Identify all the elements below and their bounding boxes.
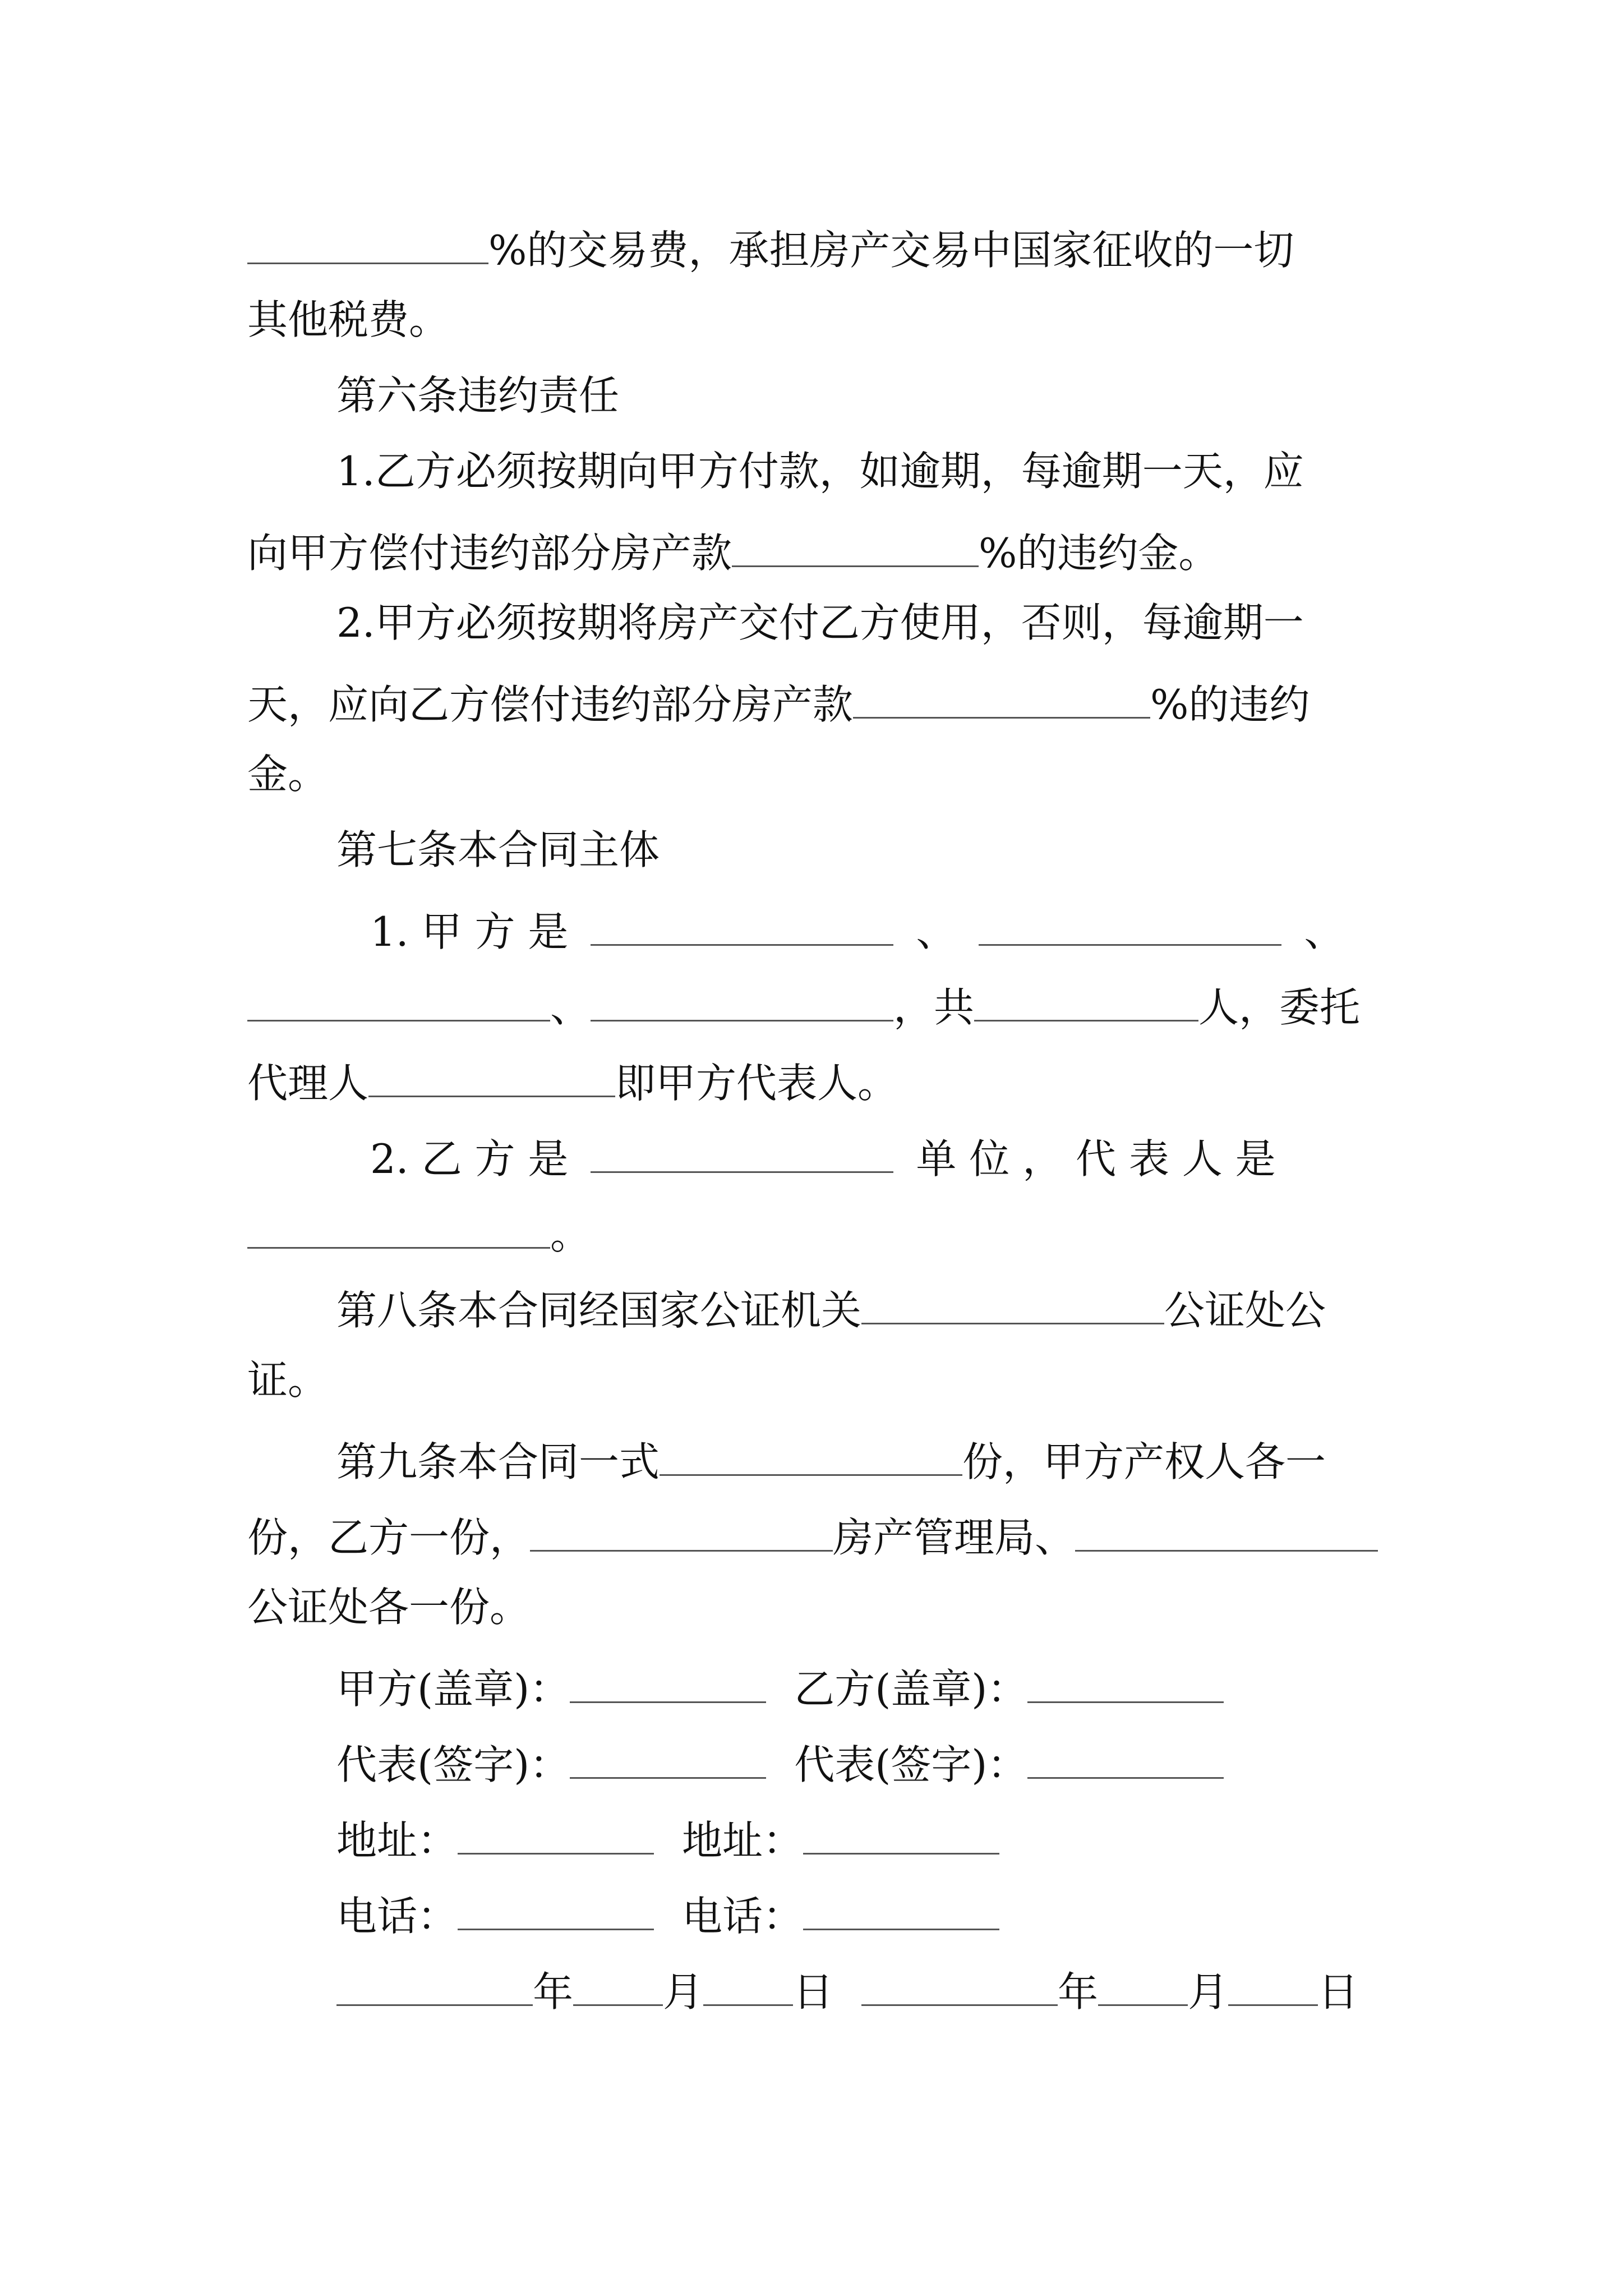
text-line bbox=[247, 1198, 1387, 1259]
text-segment: 份，甲方产权人各一 bbox=[962, 1438, 1326, 1485]
text-segment: %的违约金。 bbox=[979, 530, 1219, 577]
blank-field[interactable] bbox=[591, 1122, 893, 1173]
party-a-seal-label: 甲方(盖章)： bbox=[336, 1665, 570, 1713]
blank-field[interactable] bbox=[368, 1046, 615, 1097]
text-segment: 第九条本合同一式 bbox=[336, 1438, 660, 1485]
party-b-address-label: 地址： bbox=[682, 1817, 804, 1864]
heading-text: 第六条违约责任 bbox=[336, 372, 620, 419]
text-segment: 代理人 bbox=[247, 1060, 369, 1107]
text-segment: 其他税费。 bbox=[247, 296, 450, 343]
party-b-year-field[interactable] bbox=[861, 1955, 1058, 2006]
party-b-phone-field[interactable] bbox=[803, 1879, 999, 1930]
blank-field[interactable] bbox=[1075, 1501, 1378, 1552]
text-segment: 公证处公 bbox=[1164, 1287, 1326, 1334]
year-label: 年 bbox=[533, 1968, 574, 2016]
party-b-day-field[interactable] bbox=[1228, 1955, 1318, 2006]
party-a-year-field[interactable] bbox=[336, 1955, 533, 2006]
party-a-rep-label: 代表(签字)： bbox=[336, 1741, 570, 1788]
blank-field[interactable] bbox=[853, 668, 1150, 719]
party-b-address-field[interactable] bbox=[803, 1803, 999, 1855]
text-segment: 即甲方代表人。 bbox=[615, 1060, 898, 1107]
text-segment: 2. 乙 方 是 bbox=[370, 1135, 569, 1182]
year-label: 年 bbox=[1058, 1968, 1099, 2016]
text-segment: 1. 甲 方 是 bbox=[370, 908, 569, 955]
text-line bbox=[336, 592, 1387, 654]
day-label: 日 bbox=[1318, 1968, 1359, 2016]
text-segment: 房产管理局、 bbox=[833, 1514, 1076, 1561]
party-a-address-label: 地址： bbox=[336, 1817, 458, 1864]
party-a-phone-label: 电话： bbox=[336, 1893, 458, 1940]
party-b-month-field[interactable] bbox=[1098, 1955, 1188, 2006]
party-a-phone-field[interactable] bbox=[458, 1879, 654, 1930]
text-segment: 单 位 ， 代 表 人 是 bbox=[916, 1135, 1276, 1182]
text-line bbox=[370, 895, 1387, 956]
text-segment: 、 bbox=[1304, 908, 1345, 955]
text-segment: 金。 bbox=[247, 751, 329, 798]
text-segment: 2.甲方必须按期将房产交付乙方使用，否则，每逾期一 bbox=[336, 599, 1304, 646]
text-line bbox=[247, 668, 1387, 729]
signature-row bbox=[336, 1803, 1387, 1865]
text-segment: 、 bbox=[916, 908, 957, 955]
blank-field[interactable] bbox=[247, 1198, 550, 1249]
text-segment: 1.乙方必须按期向甲方付款，如逾期，每逾期一天，应 bbox=[336, 448, 1304, 495]
text-segment: 证。 bbox=[247, 1356, 329, 1404]
signature-row bbox=[336, 1652, 1387, 1714]
blank-field[interactable] bbox=[660, 1425, 962, 1476]
blank-field[interactable] bbox=[247, 970, 550, 1022]
party-a-month-field[interactable] bbox=[573, 1955, 663, 2006]
date-row bbox=[336, 1955, 1387, 2017]
text-line bbox=[247, 213, 1387, 275]
text-line bbox=[247, 1501, 1387, 1562]
party-b-seal-label: 乙方(盖章)： bbox=[794, 1665, 1028, 1713]
text-segment: 份，乙方一份， bbox=[247, 1514, 531, 1561]
text-segment: 公证处各一份。 bbox=[247, 1584, 531, 1631]
text-segment: 。 bbox=[550, 1211, 591, 1258]
blank-field[interactable] bbox=[591, 895, 893, 946]
party-a-day-field[interactable] bbox=[703, 1955, 793, 2006]
text-line bbox=[247, 1046, 1387, 1108]
text-segment: 第八条本合同经国家公证机关 bbox=[336, 1287, 862, 1334]
text-segment: ，共 bbox=[893, 984, 975, 1031]
signature-row bbox=[336, 1879, 1387, 1941]
blank-field[interactable] bbox=[979, 895, 1281, 946]
text-segment: 、 bbox=[550, 984, 591, 1031]
text-line bbox=[247, 743, 1387, 805]
section-heading bbox=[336, 365, 1387, 426]
text-line bbox=[247, 970, 1387, 1032]
text-line bbox=[247, 1349, 1387, 1411]
blank-field[interactable] bbox=[861, 1273, 1164, 1324]
blank-field[interactable] bbox=[530, 1501, 833, 1552]
section-heading bbox=[336, 1273, 1387, 1335]
text-segment: %的交易费，承担房产交易中国家征收的一切 bbox=[488, 227, 1294, 274]
text-segment: %的违约 bbox=[1150, 681, 1310, 728]
text-line bbox=[370, 1122, 1387, 1184]
blank-field[interactable] bbox=[247, 213, 488, 264]
blank-field[interactable] bbox=[732, 516, 979, 567]
text-segment: 向甲方偿付违约部分房产款 bbox=[247, 530, 732, 577]
text-line bbox=[247, 1576, 1387, 1638]
party-a-address-field[interactable] bbox=[458, 1803, 654, 1855]
party-b-phone-label: 电话： bbox=[682, 1893, 804, 1940]
text-line bbox=[247, 289, 1387, 351]
day-label: 日 bbox=[793, 1968, 834, 2016]
party-b-rep-field[interactable] bbox=[1027, 1728, 1224, 1779]
text-line bbox=[247, 516, 1387, 578]
party-b-rep-label: 代表(签字)： bbox=[794, 1741, 1028, 1788]
text-segment: 人，委托 bbox=[1198, 984, 1361, 1031]
party-a-seal-field[interactable] bbox=[570, 1652, 766, 1703]
party-a-rep-field[interactable] bbox=[570, 1728, 766, 1779]
text-line bbox=[336, 440, 1387, 502]
heading-text: 第七条本合同主体 bbox=[336, 826, 660, 873]
section-heading bbox=[336, 819, 1387, 881]
signature-row bbox=[336, 1728, 1387, 1789]
section-heading bbox=[336, 1425, 1387, 1487]
party-b-seal-field[interactable] bbox=[1027, 1652, 1224, 1703]
blank-field[interactable] bbox=[591, 970, 893, 1022]
text-segment: 天，应向乙方偿付违约部分房产款 bbox=[247, 681, 854, 728]
month-label: 月 bbox=[1188, 1968, 1229, 2016]
month-label: 月 bbox=[663, 1968, 704, 2016]
blank-field[interactable] bbox=[974, 970, 1198, 1022]
